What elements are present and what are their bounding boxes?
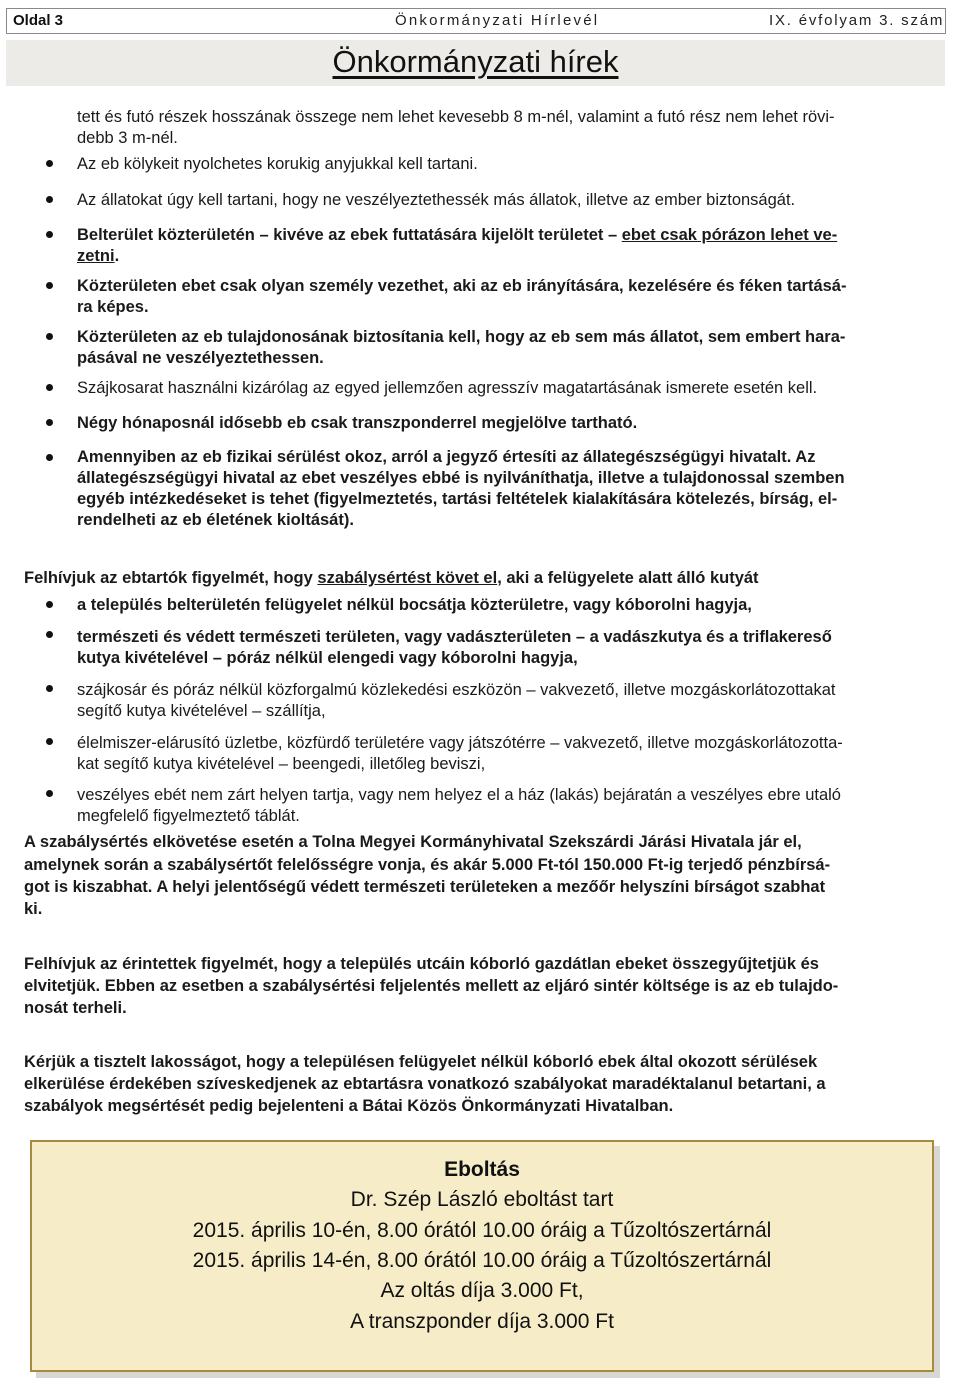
vaccination-box bbox=[30, 1140, 934, 1372]
list-item bbox=[77, 225, 837, 246]
stray-paragraph: Felhívjuk az érintettek figyelmét, hogy a település utcáin kóborló gazdátlan ebeket összegyűjtetjük és bbox=[24, 955, 819, 973]
intro-line: tett és futó részek hosszának összege nem lehet kevesebb 8 m-nél, valamint a futó rész nem lehet rövi- bbox=[77, 108, 835, 126]
stray-paragraph: nosát terheli. bbox=[24, 999, 127, 1017]
bullet-icon bbox=[46, 685, 53, 692]
bullet-icon bbox=[46, 454, 53, 461]
list-item-underlined: zetni bbox=[77, 247, 115, 265]
issue-label: IX. évfolyam 3. szám bbox=[769, 12, 945, 29]
list-item: segítő kutya kivételével – szállítja, bbox=[77, 702, 326, 720]
list-item-text: . bbox=[114, 247, 120, 265]
list-item: Az állatokat úgy kell tartani, hogy ne veszélyeztethessék más állatok, illetve az ember biztonságát. bbox=[77, 191, 796, 209]
list-item: kat segítő kutya kivételével – beengedi, illetőleg beviszi, bbox=[77, 755, 486, 773]
bullet-icon bbox=[46, 196, 53, 203]
request-paragraph: elkerülése érdekében szíveskedjenek az ebtartásra vonatkozó szabályokat maradéktalanul betartani, a bbox=[24, 1075, 826, 1093]
bullet-icon bbox=[46, 231, 53, 238]
list-item: a település belterületén felügyelet nélkül bocsátja közterületre, vagy kóborolni hagyja, bbox=[77, 596, 752, 614]
penalty-paragraph: ki. bbox=[24, 900, 43, 918]
list-item bbox=[77, 246, 119, 267]
request-paragraph: Kérjük a tisztelt lakosságot, hogy a településen felügyelet nélkül kóborló ebek által okozott sérülések bbox=[24, 1053, 818, 1071]
request-paragraph: szabályok megsértését pedig bejelenteni a Bátai Közös Önkormányzati Hivatalban. bbox=[24, 1097, 674, 1115]
bullet-icon bbox=[46, 790, 53, 797]
notice-text: , aki a felügyelete alatt álló kutyát bbox=[497, 569, 759, 587]
list-item: ra képes. bbox=[77, 298, 149, 316]
list-item: kutya kivételével – póráz nélkül elengedi vagy kóborolni hagyja, bbox=[77, 649, 578, 667]
bullet-icon bbox=[46, 631, 53, 638]
list-item: Amennyiben az eb fizikai sérülést okoz, arról a jegyző értesíti az állategészségügyi hivatalt. Az bbox=[77, 448, 816, 466]
section-title: Önkormányzati hírek bbox=[332, 44, 619, 79]
list-item: Szájkosarat használni kizárólag az egyed jellemzően agresszív magatartásának ismerete esetén kell. bbox=[77, 379, 818, 397]
penalty-paragraph: A szabálysértés elkövetése esetén a Tolna Megyei Kormányhivatal Szekszárdi Járási Hivatala jár el, bbox=[24, 833, 802, 851]
bullet-icon bbox=[46, 738, 53, 745]
stray-paragraph: elvitetjük. Ebben az esetben a szabálysértési feljelentés mellett az eljáró sintér költsége is az eb tulajdo- bbox=[24, 977, 839, 995]
vaccination-line: 2015. április 14-én, 8.00 órától 10.00 óráig a Tűzoltószertárnál bbox=[192, 1249, 772, 1272]
vaccination-heading: Eboltás bbox=[444, 1158, 520, 1181]
bullet-icon bbox=[46, 160, 53, 167]
list-item: Közterületen az eb tulajdonosának biztosítania kell, hogy az eb sem más állatot, sem embert hara- bbox=[77, 328, 846, 346]
list-item-underlined: ebet csak pórázon lehet ve- bbox=[621, 226, 838, 244]
page-number: Oldal 3 bbox=[13, 12, 64, 29]
bullet-icon bbox=[46, 282, 53, 289]
list-item-text: Belterület közterületén – kivéve az ebek futtatására kijelölt területet – bbox=[77, 226, 622, 244]
vaccination-line: A transzponder díja 3.000 Ft bbox=[350, 1310, 614, 1333]
list-item: szájkosár és póráz nélkül közforgalmú közlekedési eszközön – vakvezető, illetve mozgáskorlátozottakat bbox=[77, 681, 836, 699]
list-item: állategészségügyi hivatal az ebet veszélyes ebbé is nyilváníthatja, illetve a tulajdonossal szemben bbox=[77, 469, 845, 487]
bullet-icon bbox=[46, 419, 53, 426]
penalty-paragraph: amelynek során a szabálysértőt felelősségre vonja, és akár 5.000 Ft-tól 150.000 Ft-ig terjedő pénzbírsá- bbox=[24, 856, 831, 874]
list-item: élelmiszer-elárusító üzletbe, közfürdő területére vagy játszótérre – vakvezető, illetve mozgáskorlátozotta- bbox=[77, 734, 843, 752]
list-item: Az eb kölykeit nyolchetes korukig anyjukkal kell tartani. bbox=[77, 155, 478, 173]
vaccination-line: 2015. április 10-én, 8.00 órától 10.00 óráig a Tűzoltószertárnál bbox=[192, 1219, 772, 1242]
list-item: természeti és védett természeti területen, vagy vadászterületen – a vadászkutya és a triflakereső bbox=[77, 628, 832, 646]
list-item: megfelelő figyelmeztető táblát. bbox=[77, 807, 300, 825]
penalty-paragraph: got is kiszabhat. A helyi jelentőségű védett természeti területeken a mezőőr helyszíni bírságot szabhat bbox=[24, 878, 826, 896]
bullet-icon bbox=[46, 601, 53, 608]
vaccination-line: Az oltás díja 3.000 Ft, bbox=[380, 1279, 584, 1302]
bullet-icon bbox=[46, 333, 53, 340]
publication-name: Önkormányzati Hírlevél bbox=[395, 12, 600, 29]
page-header bbox=[6, 8, 946, 34]
list-item: veszélyes ebét nem zárt helyen tartja, vagy nem helyez el a ház (lakás) bejáratán a veszélyes ebre utaló bbox=[77, 786, 841, 804]
list-item: rendelheti az eb életének kioltását). bbox=[77, 511, 354, 529]
section-title-bar bbox=[6, 40, 945, 86]
list-item: pásával ne veszélyeztethessen. bbox=[77, 349, 324, 367]
list-item: Közterületen ebet csak olyan személy vezethet, aki az eb irányítására, kezelésére és féken tartásá- bbox=[77, 277, 847, 295]
bullet-icon bbox=[46, 384, 53, 391]
list-item: egyéb intézkedéseket is tehet (figyelmeztetés, tartási feltételek kialakítására kötelezés, bírság, el- bbox=[77, 490, 838, 508]
intro-line: debb 3 m-nél. bbox=[77, 129, 178, 147]
notice-text: Felhívjuk az ebtartók figyelmét, hogy bbox=[24, 569, 318, 587]
notice-heading bbox=[24, 568, 759, 589]
list-item: Négy hónaposnál idősebb eb csak transzponderrel megjelölve tartható. bbox=[77, 414, 638, 432]
notice-underlined: szabálysértést követ el bbox=[317, 569, 498, 587]
vaccination-line: Dr. Szép László eboltást tart bbox=[350, 1188, 614, 1211]
